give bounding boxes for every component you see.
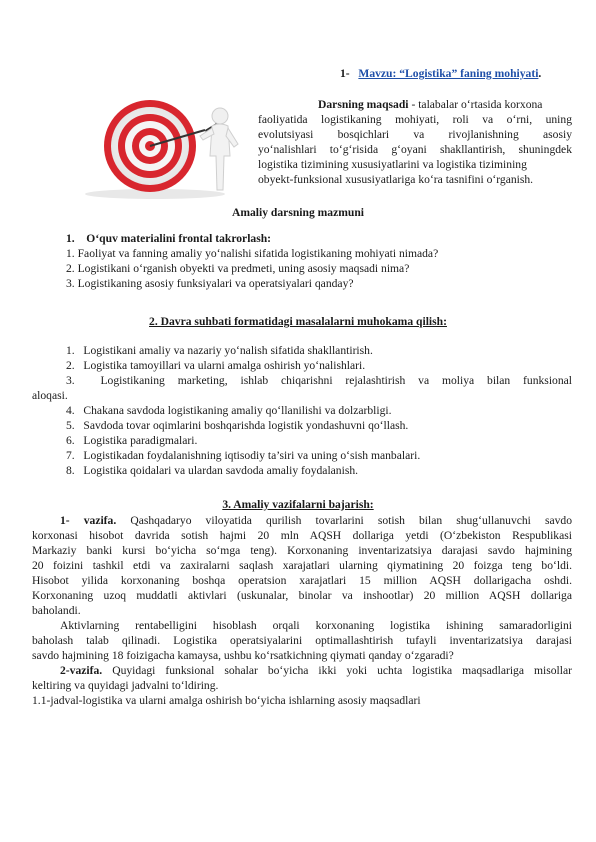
section1-item: 2. Logistikani o‘rganish obyekti va predmeti, uning asosiy maqsadi nima? [66,262,410,275]
section1-number: 1. [66,232,75,245]
goal-line-2: evolutsiyasi bosqichlari va rivojlanishning asosiy [258,128,572,141]
list-item: 7. Logistikadan foydalanishning iqtisodiy ta’siri va uning o‘sish manbalari. [66,449,421,462]
list-item: 8. Logistika qoidalari va ulardan savdoda amaliy foydalanish. [66,464,359,477]
list-item: 3. Logistikaning marketing, ishlab chiqarishni rejalashtirish va moliya bilan funksional [66,374,573,387]
task1-label: 1- vazifa. [60,514,117,527]
topic-heading [340,66,541,81]
goal-line-1: faoliyatida logistikaning mohiyati, roli va o‘rni, uning [258,113,572,126]
topic-title[interactable]: Mavzu: “Logistika” faning mohiyati [358,67,539,80]
goal-text [258,112,572,187]
target-with-arrow-figure-icon [60,94,245,202]
task2-label: 2-vazifa. [60,664,103,677]
list-item-continuation: aloqasi. [32,389,68,402]
task1-paragraph: 1- vazifa. Qashqadaryo viloyatida qurilish tovarlarini sotish bilan shug‘ullanuvchi savdo korxonasi hisobot davrida sotish hajmi 20 mln AQSH dollariga yetdi (O‘zbekiston Respublikasi Markaziy banki kursi bo‘yicha so‘mga teng). Korxonaning inventarizatsiya darajasi savdo hajmining 20 foizini tashkil etdi va zaxiralarni saqlash xarajatlari ularning qiymatining 20 foizga teng bo‘ldi. Hisobot yilida korxonaning boshqa operatsion xarajatlari 15 million AQSH dollarigacha oshdi. Korxonaning uzoq muddatli aktivlari (uskunalar, binolar va inshootlar) 20 million AQSH dollariga baholandi. Aktivlarning rentabelligini hisoblash orqali korxonaning logistika ishining samaradorligini baholash talab qilinadi. Logistika operatsiyalarini optimallashtirish tufayli inventarizatsiya darajasi savdo hajmining 18 foizigacha kamaysa, ushbu ko‘rsatkichning qiymati qanday o‘zgaradi? 2-vazifa. Quyidagi funksional sohalar bo‘yicha ikki yoki uchta logistika maqsadlariga misollar keltiring va quyidagi jadvalni to‘ldiring. 1.1-jadval-logistika va ularni amalga oshirish bo‘yicha ishlarning asosiy maqsadlari [32,514,573,707]
content-title: Amaliy darsning mazmuni [231,206,365,219]
section1-heading [66,231,271,246]
goal-line-5: obyekt-funksional xususiyatlariga ko‘ra tasnifini o‘rganish. [258,173,534,186]
topic-dot: . [538,67,542,80]
topic-number: 1- [340,67,350,80]
goal-first-line [318,97,542,112]
section1-item: 1. Faoliyat va fanning amaliy yo‘nalishi sifatida logistikaning mohiyati nimada? [66,247,439,260]
list-item: 5. Savdoda tovar oqimlarini boshqarishda logistik yondashuvni qo‘llash. [66,419,409,432]
list-item: 2. Logistika tamoyillari va ularni amalga oshirish yo‘nalishlari. [66,359,366,372]
goal-line-4: logistika tizimining xususiyatlarini va logistika tizimining [258,158,527,171]
section1-title: O‘quv materialini frontal takrorlash: [86,232,272,245]
table-caption: 1.1-jadval-logistika va ularni amalga oshirish bo‘yicha ishlarning asosiy maqsadlari [32,694,421,707]
section1-item: 3. Logistikaning asosiy funksiyalari va operatsiyalari qanday? [66,277,354,290]
goal-label: Darsning maqsadi [318,98,409,111]
list-item: 4. Chakana savdoda logistikaning amaliy qo‘llanilishi va dolzarbligi. [66,404,392,417]
list-item: 1. Logistikani amaliy va nazariy yo‘nalish sifatida shakllantirish. [66,344,373,357]
section2-title: 2. Davra suhbati formatidagi masalalarni muhokama qilish: [149,315,447,328]
section3-title: 3. Amaliy vazifalarni bajarish: [222,498,374,511]
goal-line-0: - talabalar o‘rtasida korxona [411,98,543,111]
goal-line-3: yo‘nalishlari to‘g‘risida g‘oyani shakllantirish, shuningdek [258,143,572,156]
list-item: 6. Logistika paradigmalari. [66,434,198,447]
